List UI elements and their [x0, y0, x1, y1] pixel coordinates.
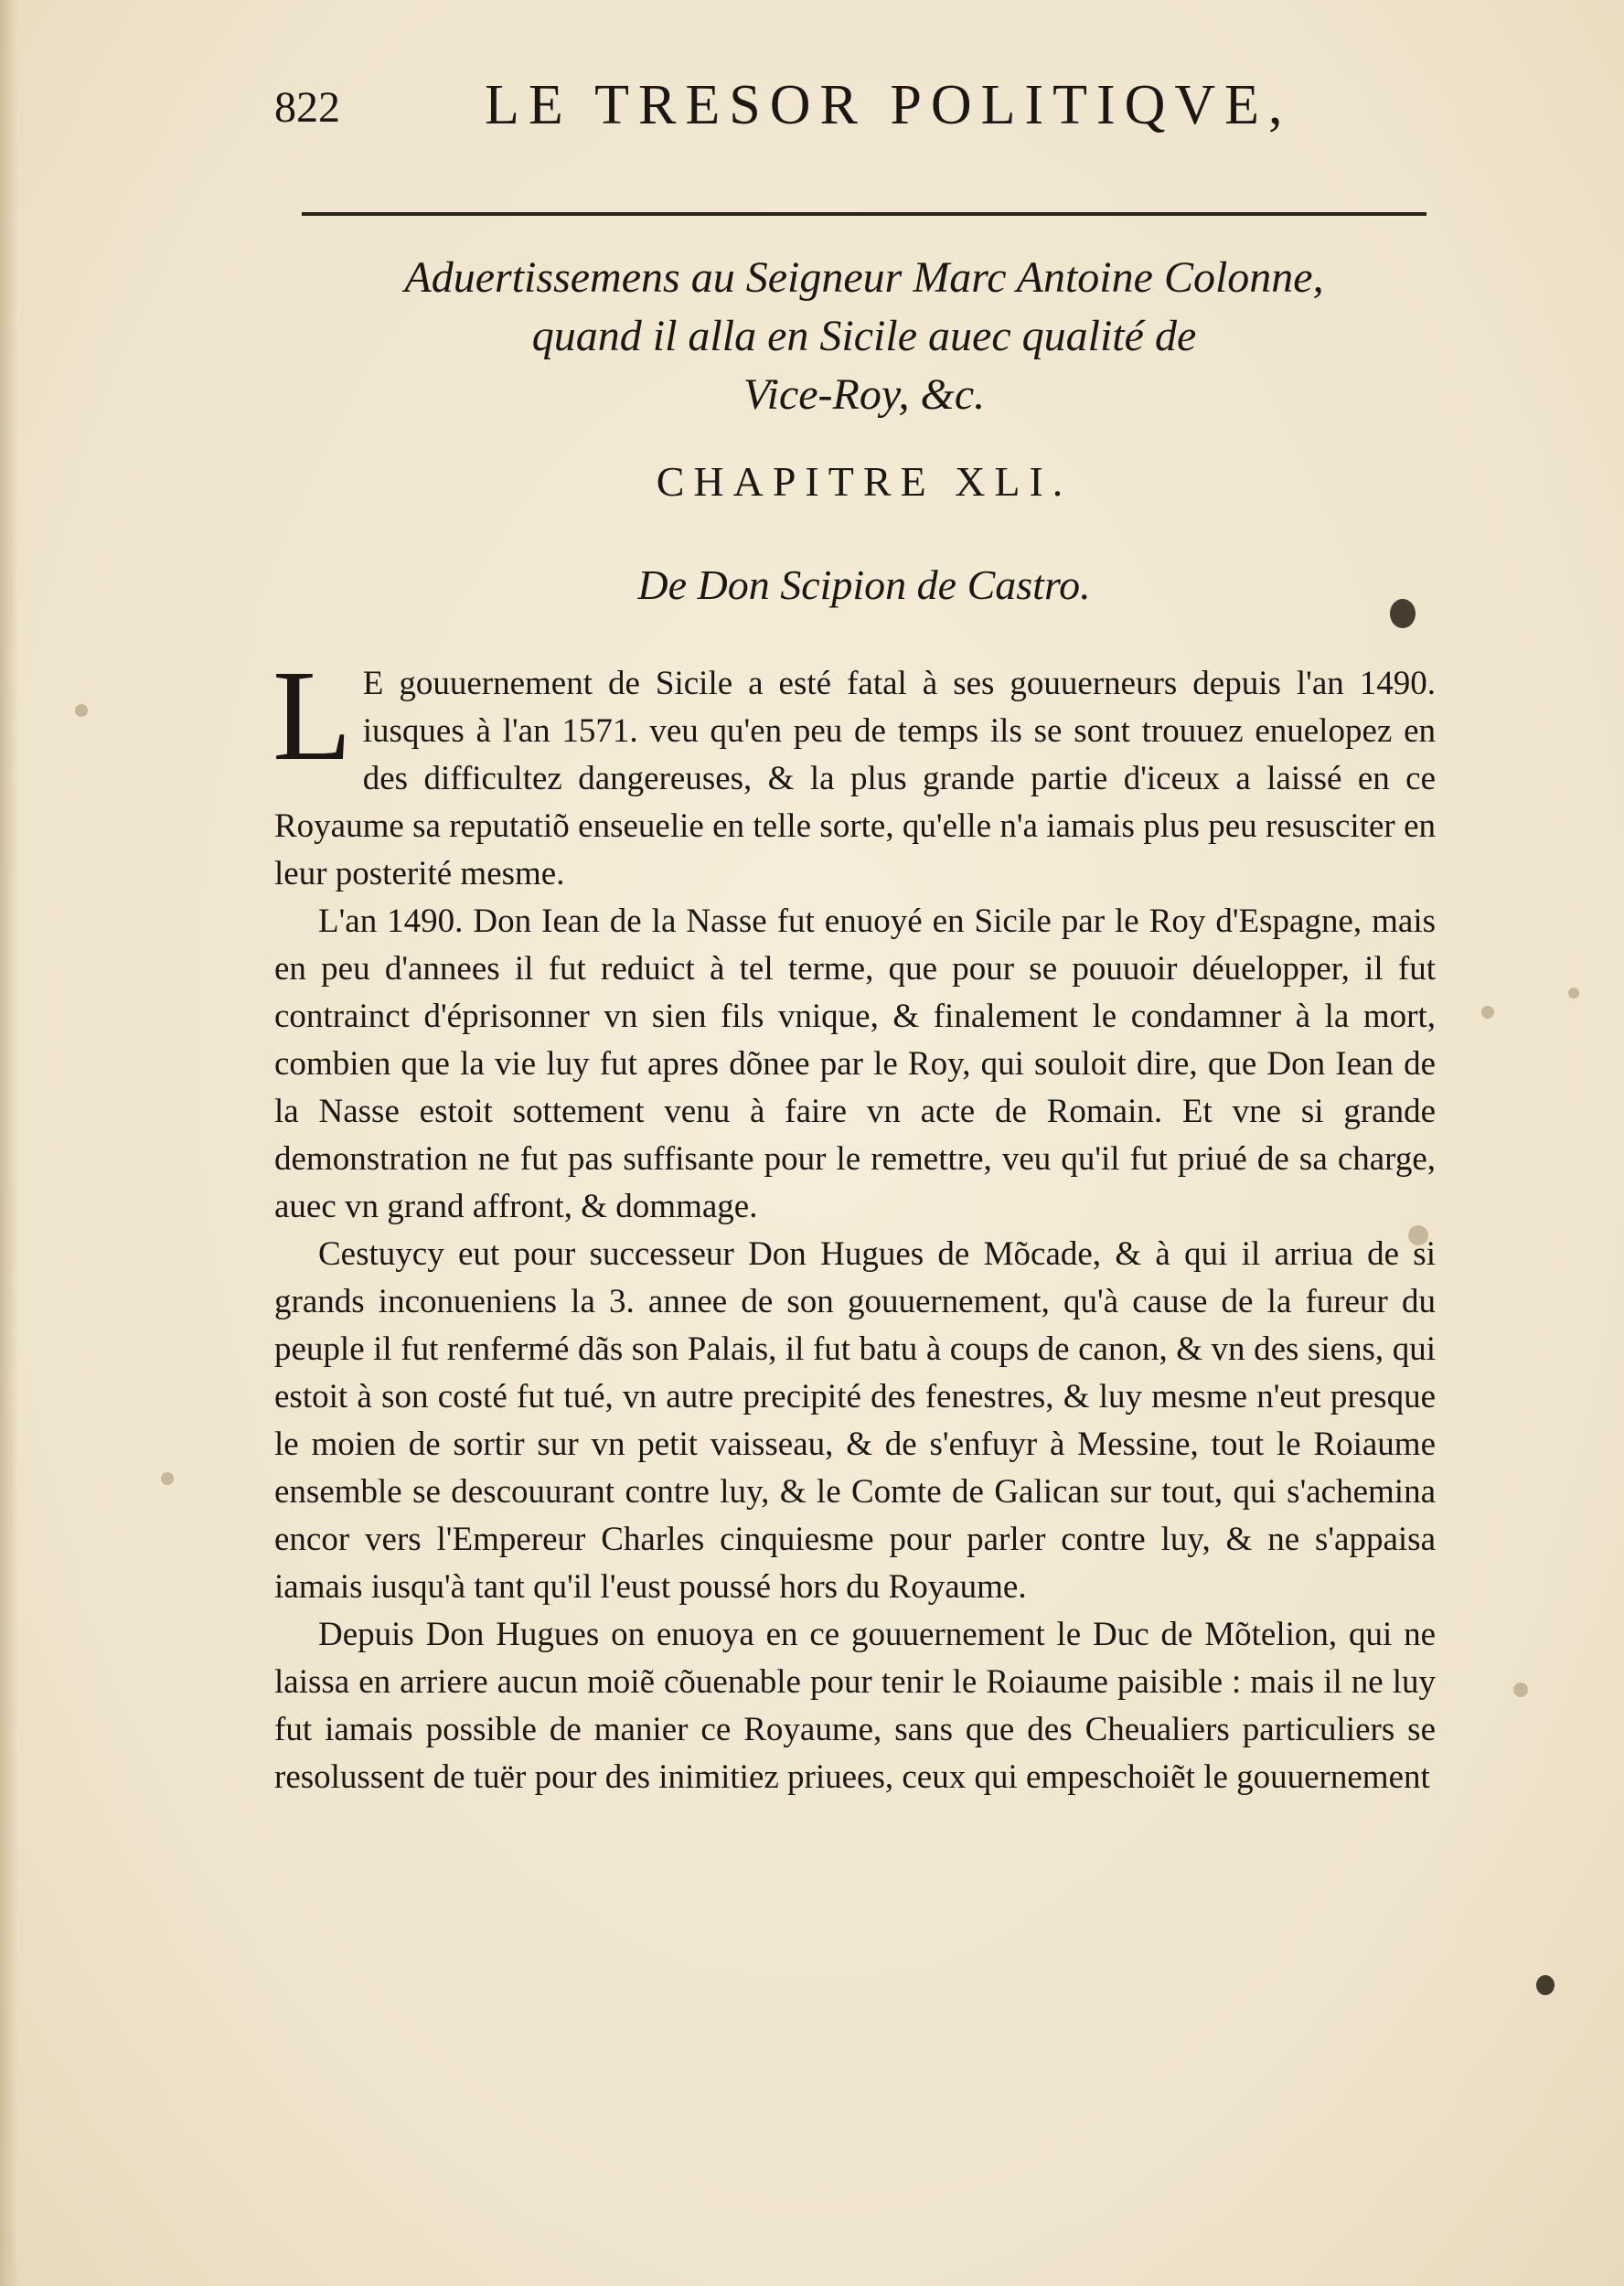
paragraph-2: L'an 1490. Don Iean de la Nasse fut enuoyé en Sicile par le Roy d'Espagne, mais en peu d'annees il fut reduict à tel terme, que pour se pouuoir déuelopper, il fut contrainct d'éprisonner vn sien fils vnique, & finalement le condamner à la mort, combien que la vie luy fut apres dõnee par le Roy, qui souloit dire, que Don Iean de la Nasse estoit sottement venu à faire vn acte de Romain. Et vne si grande demonstration ne fut pas suffisante pour le remettre, veu qu'il fut priué de sa charge, auec vn grand affront, & dommage. [274, 903, 1436, 1225]
paragraph-4: Depuis Don Hugues on enuoya en ce gouuernement le Duc de Mõtelion, qui ne laissa en arriere aucun moiẽ cõuenable pour tenir le Roiaume paisible : mais il ne luy fut iamais possible de manier ce Royaume, sans que des Cheualiers particuliers se resolussent de tuër pour des inimitiez priuees, ceux qui empeschoiẽt le gouuernement [274, 1616, 1436, 1796]
page-number: 822 [274, 83, 340, 132]
heading-line-3: Vice-Roy, &c. [743, 370, 986, 419]
ink-spot [161, 1472, 174, 1485]
ink-spot [1568, 988, 1579, 999]
chapter-subtitle: De Don Scipion de Castro. [637, 561, 1091, 608]
body-text [272, 643, 1436, 1801]
ink-spot [75, 704, 88, 717]
paragraph-1-text: E gouuernement de Sicile a esté fatal à ses gouuerneurs depuis l'an 1490. iusques à l'an 1571. veu qu'en peu de temps ils se sont trouuez enuelopez en des difficultez dangereuses, & la plus grande partie d'iceux a laissé en ce Royaume sa reputatiõ enseuelie en telle sorte, qu'elle n'a iamais plus peu resusciter en leur posterité mesme. [274, 665, 1436, 892]
chapter-title: CHAPITRE XLI. [656, 458, 1073, 505]
heading-line-2: quand il alla en Sicile auec qualité de [531, 312, 1197, 360]
running-header [274, 73, 1426, 146]
heading-line-1: Aduertissemens au Seigneur Marc Antoine Colonne, [404, 253, 1324, 302]
paragraph-1 [272, 643, 1436, 898]
ink-spot [1408, 1225, 1428, 1245]
header-rule [302, 212, 1426, 216]
ink-spot [1390, 599, 1416, 628]
paragraph-3: Cestuycy eut pour successeur Don Hugues de Mõcade, & à qui il arriua de si grands inconueniens la 3. annee de son gouuernement, qu'à cause de la fureur du peuple il fut renfermé dãs son Palais, il fut batu à coups de canon, & vn des siens, qui estoit à son costé fut tué, vn autre precipité des fenestres, & luy mesme n'eut presque le moien de sortir sur vn petit vaisseau, & de s'enfuyr à Messine, tout le Roiaume ensemble se descouurant contre luy, & le Comte de Galican sur tout, qui s'achemina encor vers l'Empereur Charles cinquiesme pour parler contre luy, & ne s'appaisa iamais iusqu'à tant qu'il l'eust poussé hors du Royaume. [274, 1235, 1436, 1606]
page-edge-shadow [0, 0, 18, 2286]
ink-spot [1513, 1682, 1528, 1697]
drop-cap: L [272, 643, 352, 787]
ink-spot [1536, 1975, 1555, 1995]
section-heading [302, 249, 1426, 424]
ink-spot [1481, 1006, 1494, 1019]
running-title: LE TRESOR POLITIQVE, [485, 74, 1292, 136]
